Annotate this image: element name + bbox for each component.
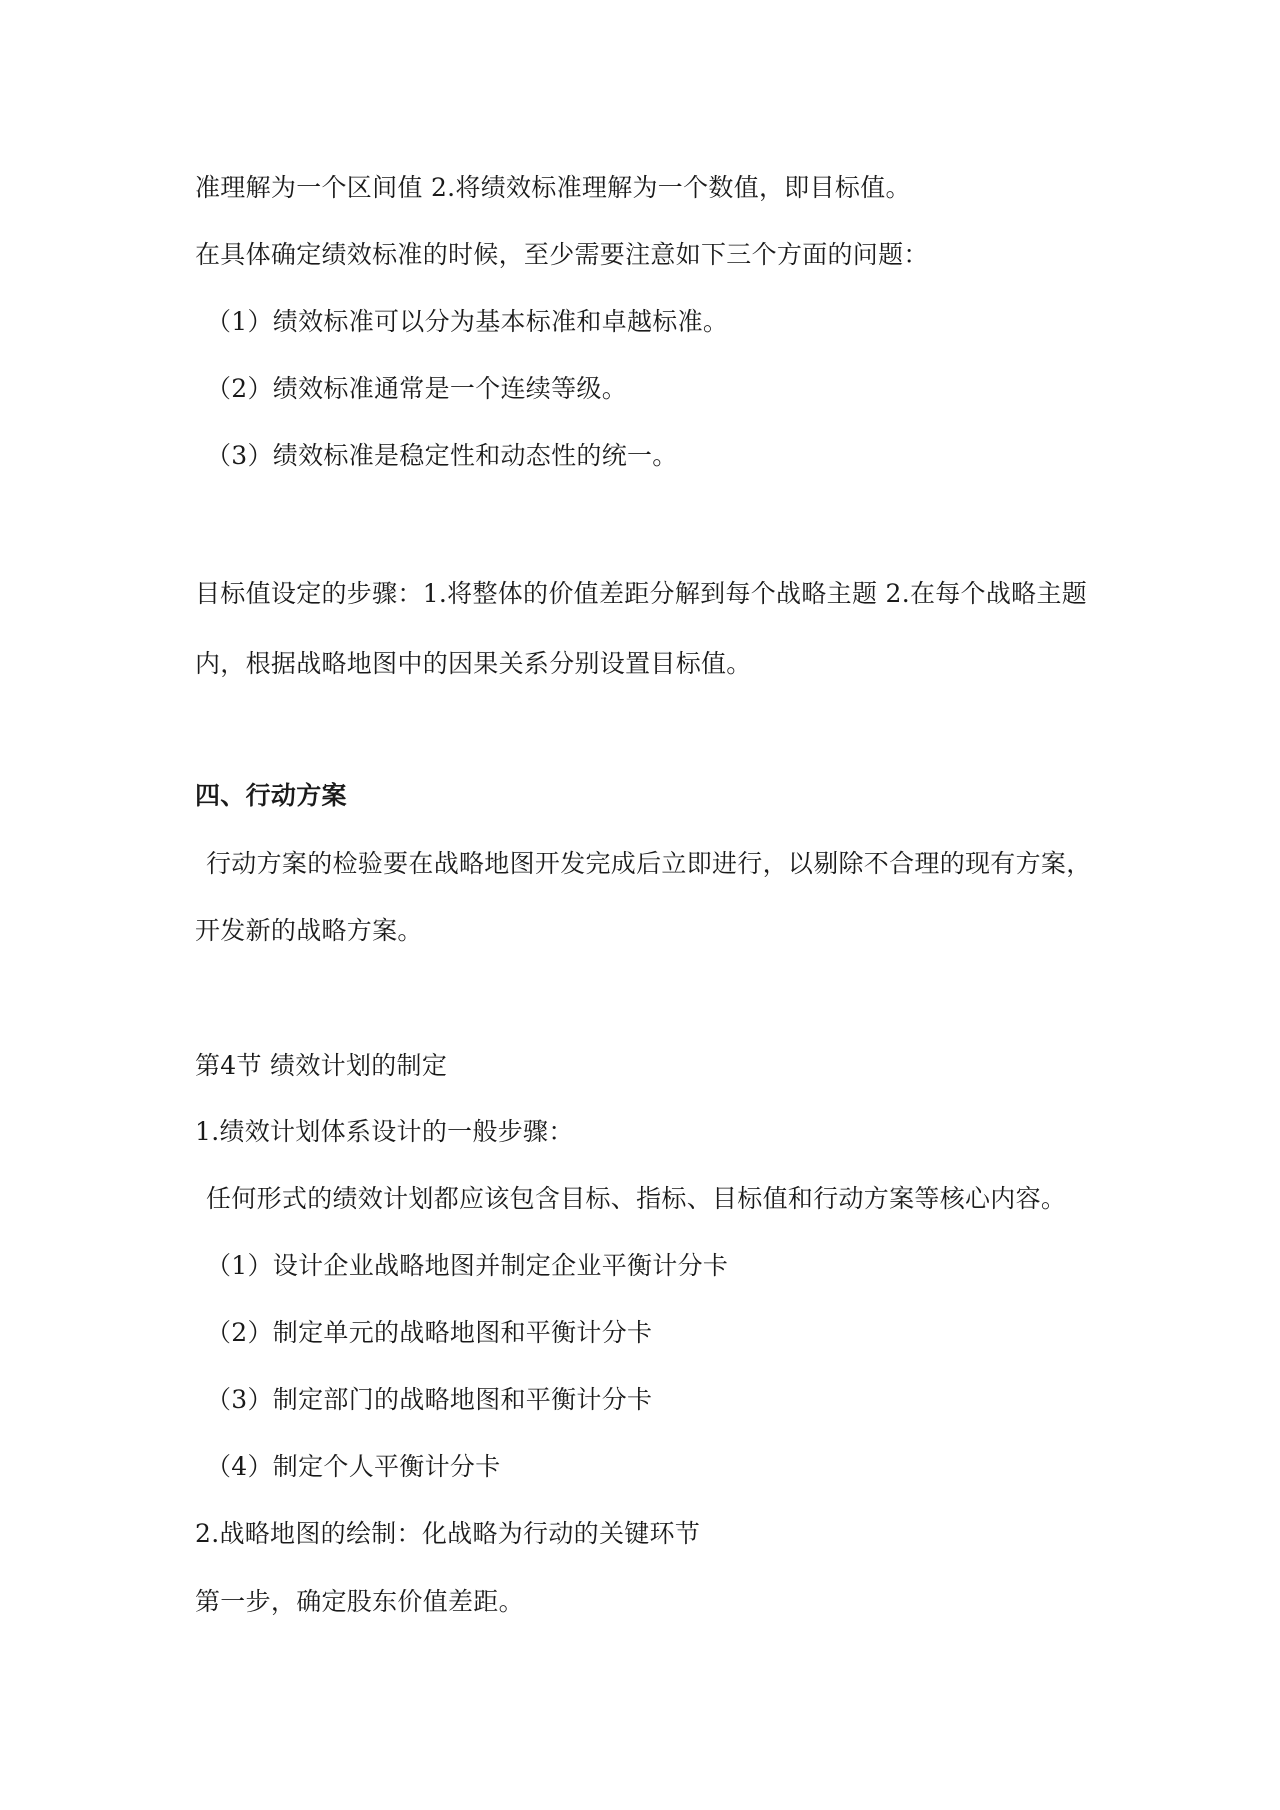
list-item-standard-1: （1）绩效标准可以分为基本标准和卓越标准。 (206, 307, 729, 336)
paragraph-plan-core-content: 任何形式的绩效计划都应该包含目标、指标、目标值和行动方案等核心内容。 (206, 1184, 1067, 1213)
paragraph-standard-notes-intro: 在具体确定绩效标准的时候，至少需要注意如下三个方面的问题： (195, 240, 929, 269)
list-item-standard-2: （2）绩效标准通常是一个连续等级。 (206, 374, 628, 403)
list-item-standard-3: （3）绩效标准是稳定性和动态性的统一。 (206, 441, 678, 470)
paragraph-first-step: 第一步，确定股东价值差距。 (195, 1587, 524, 1616)
chapter-heading-section-4: 第4节 绩效计划的制定 (195, 1051, 448, 1080)
paragraph-target-value-definition: 准理解为一个区间值 2.将绩效标准理解为一个数值，即目标值。 (195, 173, 911, 202)
section-heading-action-plan: 四、行动方案 (195, 781, 347, 810)
list-item-step-3: （3）制定部门的战略地图和平衡计分卡 (206, 1385, 653, 1414)
list-item-step-2: （2）制定单元的战略地图和平衡计分卡 (206, 1318, 653, 1347)
paragraph-action-plan-line1: 行动方案的检验要在战略地图开发完成后立即进行，以剔除不合理的现有方案， (206, 849, 1092, 878)
paragraph-target-steps-line1: 目标值设定的步骤：1.将整体的价值差距分解到每个战略主题 2.在每个战略主题 (195, 579, 1088, 608)
subheading-plan-system-steps: 1.绩效计划体系设计的一般步骤： (195, 1117, 574, 1146)
paragraph-target-steps-line2: 内，根据战略地图中的因果关系分别设置目标值。 (195, 649, 752, 678)
paragraph-action-plan-line2: 开发新的战略方案。 (195, 916, 423, 945)
list-item-step-4: （4）制定个人平衡计分卡 (206, 1452, 501, 1481)
list-item-step-1: （1）设计企业战略地图并制定企业平衡计分卡 (206, 1251, 729, 1280)
subheading-strategy-map-drawing: 2.战略地图的绘制：化战略为行动的关键环节 (195, 1519, 701, 1548)
